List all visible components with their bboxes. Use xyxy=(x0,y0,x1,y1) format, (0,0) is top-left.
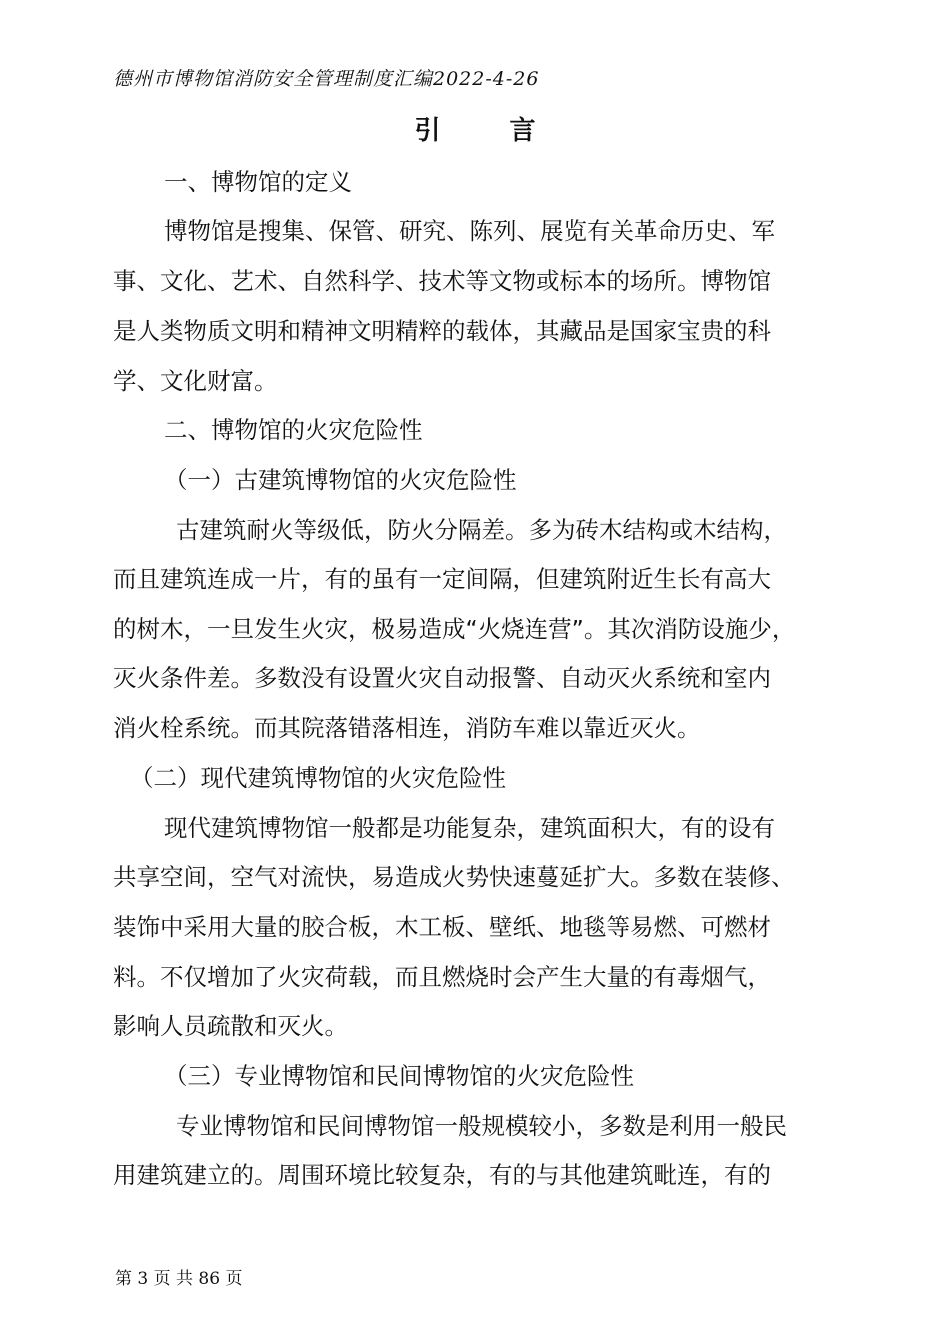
subsection-heading: （一）古建筑博物馆的火灾危险性 xyxy=(164,466,517,494)
page-title: 引 言 xyxy=(414,116,566,146)
paragraph-line: 消火栓系统。而其院落错落相连，消防车难以靠近灭火。 xyxy=(113,714,701,742)
paragraph-line: 现代建筑博物馆一般都是功能复杂，建筑面积大，有的设有 xyxy=(164,814,775,842)
page-number-footer: 第 3 页 共 86 页 xyxy=(115,1269,243,1289)
subsection-heading: （三）专业博物馆和民间博物馆的火灾危险性 xyxy=(164,1062,634,1090)
paragraph-line: 装饰中采用大量的胶合板，木工板、壁纸、地毯等易燃、可燃材 xyxy=(113,913,771,941)
paragraph-line: 而且建筑连成一片，有的虽有一定间隔，但建筑附近生长有高大 xyxy=(113,565,771,593)
paragraph-line: 共享空间，空气对流快，易造成火势快速蔓延扩大。多数在装修、 xyxy=(113,863,795,891)
paragraph-line: 影响人员疏散和灭火。 xyxy=(113,1012,348,1040)
subsection-heading: （二）现代建筑博物馆的火灾危险性 xyxy=(130,764,506,792)
paragraph-line: 事、文化、艺术、自然科学、技术等文物或标本的场所。博物馆 xyxy=(113,267,771,295)
paragraph-line: 料。不仅增加了火灾荷载，而且燃烧时会产生大量的有毒烟气， xyxy=(113,963,771,991)
paragraph-line: 是人类物质文明和精神文明精粹的载体，其藏品是国家宝贵的科 xyxy=(113,317,771,345)
paragraph-line: 学、文化财富。 xyxy=(113,367,278,395)
paragraph-line: 灭火条件差。多数没有设置火灾自动报警、自动灭火系统和室内 xyxy=(113,664,771,692)
paragraph-line: 用建筑建立的。周围环境比较复杂，有的与其他建筑毗连，有的 xyxy=(113,1161,771,1189)
section-heading: 一、博物馆的定义 xyxy=(164,168,352,196)
paragraph-line: 的树木，一旦发生火灾，极易造成“火烧连营”。其次消防设施少， xyxy=(113,615,796,643)
paragraph-line: 古建筑耐火等级低，防火分隔差。多为砖木结构或木结构， xyxy=(176,516,787,544)
document-header: 德州市博物馆消防安全管理制度汇编2022-4-26 xyxy=(113,68,540,90)
paragraph-line: 专业博物馆和民间博物馆一般规模较小，多数是利用一般民 xyxy=(176,1112,787,1140)
paragraph-line: 博物馆是搜集、保管、研究、陈列、展览有关革命历史、军 xyxy=(164,217,775,245)
section-heading: 二、博物馆的火灾危险性 xyxy=(164,416,423,444)
